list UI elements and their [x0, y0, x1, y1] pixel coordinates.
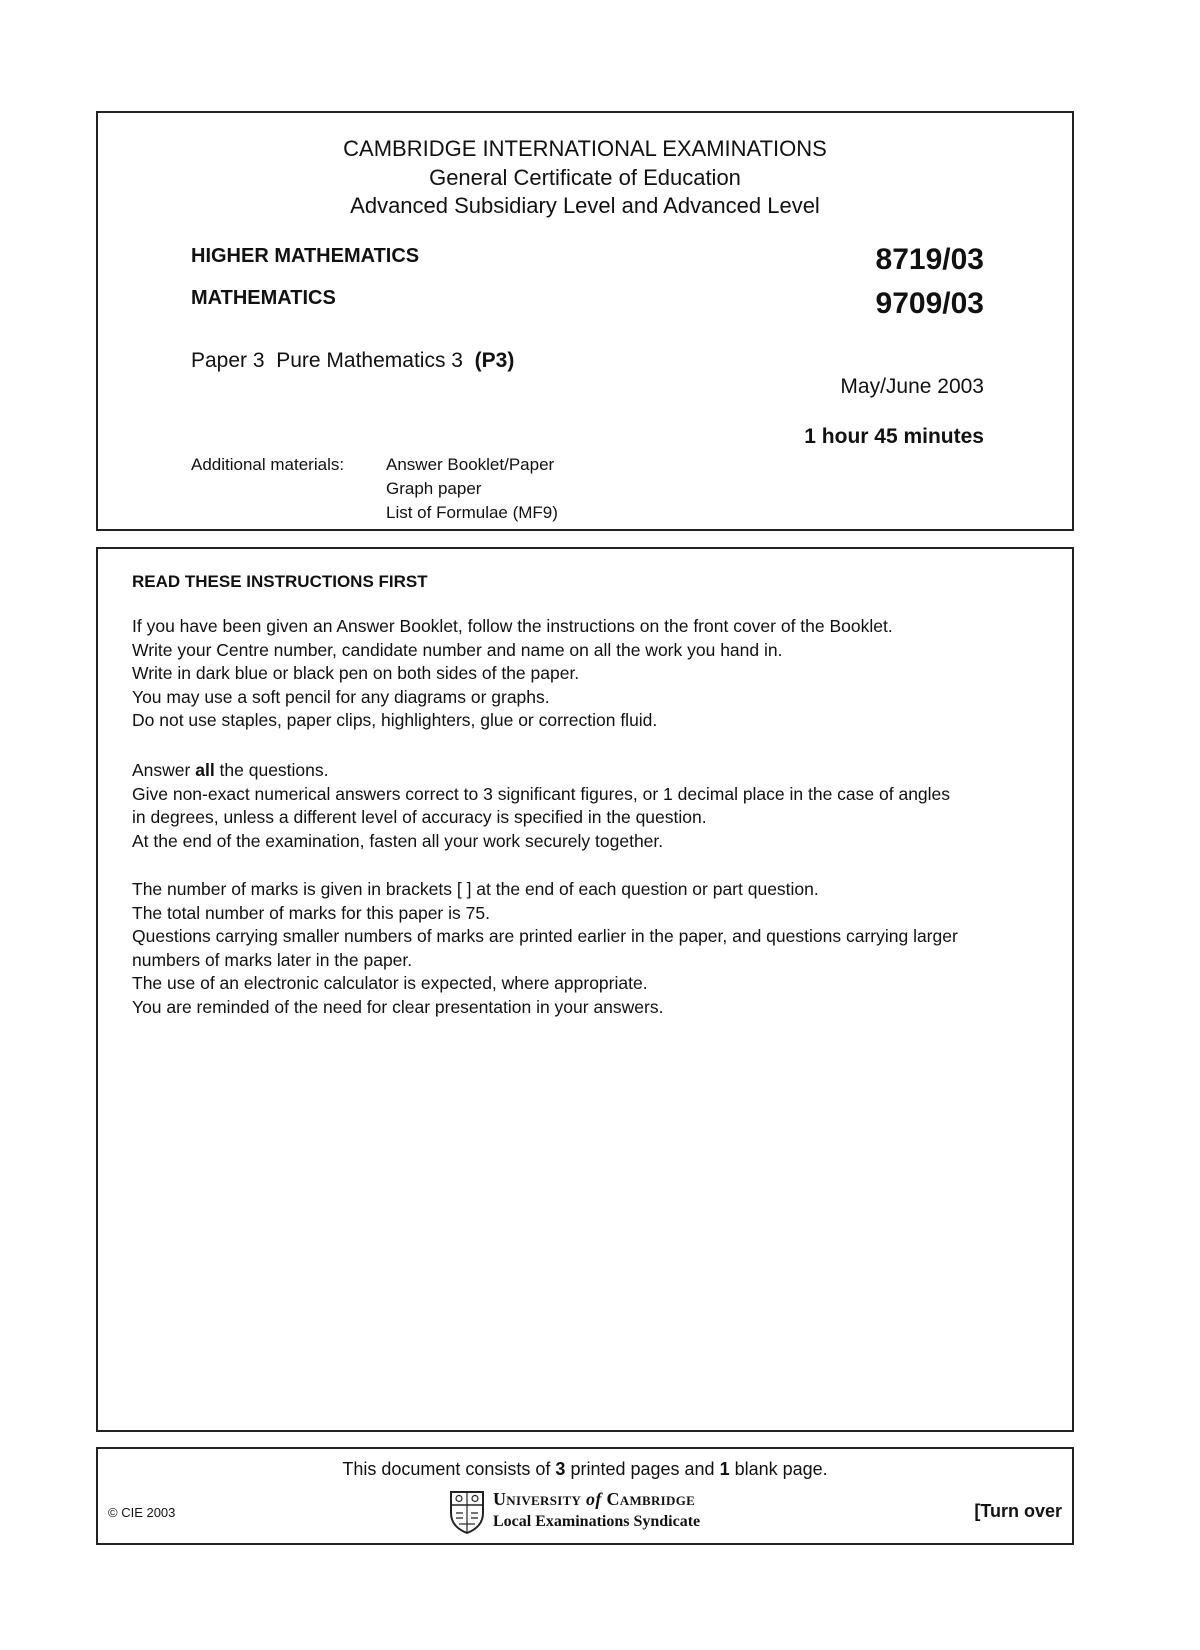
syllabus-code-9709: 9709/03: [875, 287, 984, 320]
syllabus-code-8719: 8719/03: [875, 243, 984, 276]
answer-prefix: Answer: [132, 760, 196, 780]
doc-note-text: printed pages and: [565, 1459, 720, 1479]
instruction-line: Questions carrying smaller numbers of marks are printed earlier in the paper, and questions carrying larger: [132, 926, 958, 946]
instruction-line: The total number of marks for this paper is 75.: [132, 902, 490, 923]
copyright-notice: © CIE 2003: [108, 1505, 176, 1520]
instructions-paragraph-3: [132, 878, 1052, 1019]
instruction-line: [132, 759, 1052, 783]
cover-box: [96, 111, 1074, 531]
paper-name: Paper 3 Pure Mathematics 3: [191, 349, 475, 372]
paper-tag: (P3): [474, 349, 515, 372]
instructions-box: [96, 547, 1074, 1432]
instruction-line: You are reminded of the need for clear presentation in your answers.: [132, 996, 664, 1017]
instruction-line: Give non-exact numerical answers correct to 3 significant figures, or 1 decimal place in the case of angles: [132, 783, 951, 804]
exam-duration: 1 hour 45 minutes: [804, 425, 984, 448]
exam-board: CAMBRIDGE INTERNATIONAL EXAMINATIONS: [343, 136, 827, 161]
instruction-line: Do not use staples, paper clips, highlighters, glue or correction fluid.: [132, 710, 658, 730]
instruction-line: If you have been given an Answer Booklet, follow the instructions on the front cover of the Booklet.: [132, 616, 893, 636]
paper-title: [191, 349, 514, 373]
instruction-line: You may use a soft pencil for any diagrams or graphs.: [132, 686, 550, 707]
doc-note-text: blank page.: [729, 1459, 828, 1479]
instructions-paragraph-2: [132, 759, 1052, 853]
footer-box: [96, 1447, 1074, 1545]
instructions-heading: READ THESE INSTRUCTIONS FIRST: [132, 572, 428, 591]
syndicate-name: Local Examinations Syndicate: [493, 1513, 701, 1530]
additional-material-item: Answer Booklet/Paper: [386, 455, 555, 474]
additional-material-item: Graph paper: [386, 479, 482, 498]
university-name-part: Cambridge: [601, 1489, 696, 1509]
instructions-paragraph-1: [132, 615, 1052, 733]
instruction-line: Write your Centre number, candidate number and name on all the work you hand in.: [132, 639, 783, 660]
instruction-line: At the end of the examination, fasten all your work securely together.: [132, 830, 664, 851]
turn-over-note: [Turn over: [974, 1501, 1062, 1521]
instruction-line: Write in dark blue or black pen on both sides of the paper.: [132, 663, 580, 683]
answer-all: all: [195, 760, 215, 780]
instruction-line: The use of an electronic calculator is expected, where appropriate.: [132, 973, 648, 993]
printed-pages-count: 3: [555, 1459, 566, 1479]
doc-note-text: This document consists of: [342, 1459, 556, 1479]
university-name-part: of: [586, 1489, 602, 1509]
subject-mathematics: MATHEMATICS: [191, 287, 336, 309]
answer-suffix: the questions.: [214, 760, 329, 780]
university-name: [493, 1489, 695, 1510]
subject-higher-mathematics: HIGHER MATHEMATICS: [191, 245, 420, 267]
university-crest-icon: [448, 1489, 486, 1535]
exam-session: May/June 2003: [840, 375, 984, 398]
level-title: Advanced Subsidiary Level and Advanced Level: [350, 193, 820, 218]
blank-pages-count: 1: [719, 1459, 730, 1479]
instruction-line: in degrees, unless a different level of accuracy is specified in the question.: [132, 807, 707, 827]
certificate-title: General Certificate of Education: [429, 165, 741, 190]
instruction-line: The number of marks is given in brackets [ ] at the end of each question or part question.: [132, 879, 819, 899]
additional-material-item: List of Formulae (MF9): [386, 503, 558, 522]
additional-materials-label: Additional materials:: [191, 455, 345, 474]
university-name-part: University: [493, 1489, 587, 1509]
instruction-line: numbers of marks later in the paper.: [132, 949, 413, 970]
document-page-count: [98, 1459, 1072, 1480]
